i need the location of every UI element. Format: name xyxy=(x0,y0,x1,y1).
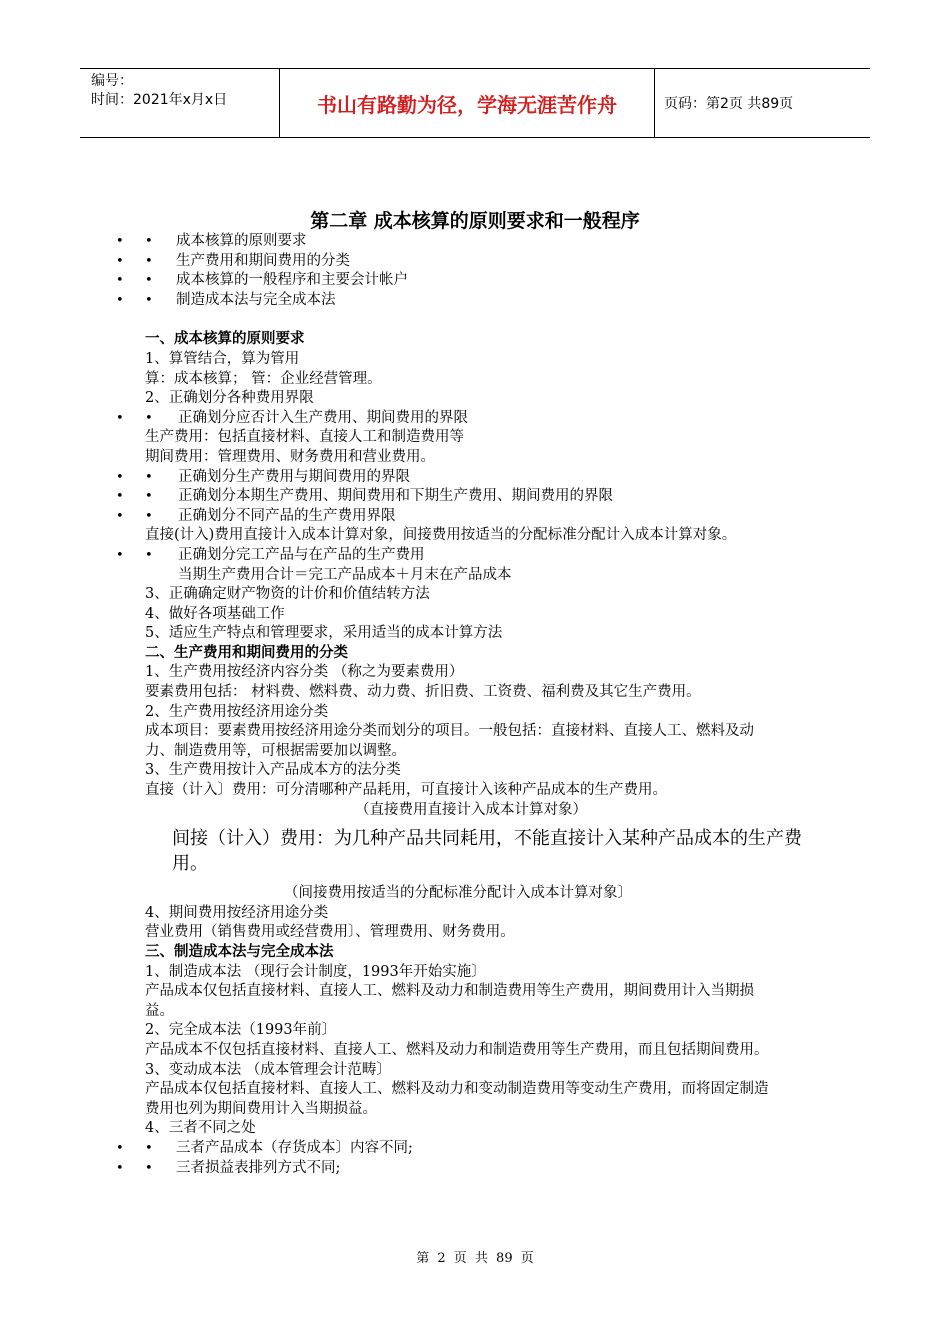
bullet-item: • • 三者产品成本（存货成本〕内容不同; xyxy=(0,1139,950,1159)
paragraph-large: 间接（计入）费用：为几种产品共同耗用，不能直接计入某种产品成本的生产费用。 xyxy=(172,828,802,875)
bullet-icon: • xyxy=(116,547,124,563)
paragraph: 当期生产费用合计＝完工产品成本＋月末在产品成本 xyxy=(178,566,512,583)
bullet-icon: • xyxy=(145,253,153,269)
bullet-item: • • 正确划分生产费用与期间费用的界限 xyxy=(0,468,950,488)
paragraph: 1、生产费用按经济内容分类 （称之为要素费用） xyxy=(145,664,464,681)
paragraph: 要素费用包括： 材料费、燃料费、动力费、折旧费、工资费、福利费及其它生产费用。 xyxy=(145,684,701,701)
bullet-icon: • xyxy=(145,489,153,505)
document-body xyxy=(0,232,950,1178)
bullet-icon: • xyxy=(145,469,153,485)
paragraph: 直接（计入〕费用：可分清哪种产品耗用，可直接计入该种产品成本的生产费用。 xyxy=(145,782,667,799)
bullet-icon: • xyxy=(145,292,153,308)
bullet-icon: • xyxy=(145,547,153,563)
bullet-icon: • xyxy=(116,234,124,249)
paragraph: 产品成本不仅包括直接材料、直接人工、燃料及动力和制造费用等生产费用，而且包括期间费用。 xyxy=(145,1041,769,1058)
paragraph: 算：成本核算； 管：企业经营管理。 xyxy=(145,370,382,387)
section-heading: 三、制造成本法与完全成本法 xyxy=(145,944,334,960)
bullet-icon: • xyxy=(116,1140,124,1156)
time-label: 时间：2021年x月x日 xyxy=(91,92,228,108)
paragraph: 1、算管结合，算为管用 xyxy=(145,350,300,367)
outline-item: • • 成本核算的一般程序和主要会计帐户 xyxy=(0,271,950,291)
bullet-icon: • xyxy=(116,469,124,485)
outline-item: • • 制造成本法与完全成本法 xyxy=(0,291,950,311)
bullet-icon: • xyxy=(145,410,153,426)
outline-item: • • 成本核算的原则要求 xyxy=(0,232,950,252)
header-meta xyxy=(80,69,280,137)
paragraph: 成本项目：要素费用按经济用途分类而划分的项目。一般包括：直接材料、直接人工、燃料及动力、制造费用等，可根据需要加以调整。 xyxy=(145,723,754,759)
outline-item: • • 生产费用和期间费用的分类 xyxy=(0,252,950,272)
paragraph: 生产费用：包括直接材料、直接人工和制造费用等 xyxy=(145,429,464,446)
paragraph: 期间费用：管理费用、财务费用和营业费用。 xyxy=(145,448,435,465)
bullet-icon: • xyxy=(145,1140,153,1156)
bullet-item: • • 正确划分不同产品的生产费用界限 xyxy=(0,507,950,527)
header-motto: 书山有路勤为径，学海无涯苦作舟 xyxy=(280,69,655,137)
bullet-icon: • xyxy=(145,234,153,249)
header-page-info: 页码：第2页 共89页 xyxy=(664,96,794,112)
section-heading: 二、生产费用和期间费用的分类 xyxy=(145,644,348,661)
bullet-item: • • 正确划分本期生产费用、期间费用和下期生产费用、期间费用的界限 xyxy=(0,487,950,507)
paragraph: 2、完全成本法（1993年前〕 xyxy=(145,1022,337,1039)
paragraph: 2、生产费用按经济用途分类 xyxy=(145,703,329,720)
bullet-icon: • xyxy=(116,489,124,505)
paragraph: 1、制造成本法 （现行会计制度，1993年开始实施〕 xyxy=(145,963,486,980)
code-label: 编号： xyxy=(91,73,133,89)
paragraph: 4、期间费用按经济用途分类 xyxy=(145,904,329,921)
paragraph-note: （直接费用直接计入成本计算对象） xyxy=(355,801,587,818)
bullet-icon: • xyxy=(145,273,153,289)
paragraph: 直接(计入)费用直接计入成本计算对象，间接费用按适当的分配标准分配计入成本计算对象。 xyxy=(145,527,737,544)
paragraph: 3、变动成本法 （成本管理会计范畴〕 xyxy=(145,1061,391,1078)
paragraph: 4、做好各项基础工作 xyxy=(145,605,285,622)
paragraph: 3、正确确定财产物资的计价和价值结转方法 xyxy=(145,586,430,603)
paragraph: 4、三者不同之处 xyxy=(145,1120,256,1137)
bullet-icon: • xyxy=(145,1160,153,1176)
page-footer: 第 2 页 共 89 页 xyxy=(416,1251,534,1266)
bullet-icon: • xyxy=(116,253,124,269)
bullet-item: • • 三者损益表排列方式不同; xyxy=(0,1159,950,1179)
bullet-icon: • xyxy=(116,273,124,289)
paragraph: 营业费用（销售费用或经营费用〕、管理费用、财务费用。 xyxy=(145,924,515,941)
bullet-item: • • 正确划分应否计入生产费用、期间费用的界限 xyxy=(0,409,950,429)
paragraph: 2、正确划分各种费用界限 xyxy=(145,390,314,407)
paragraph-note: （间接费用按适当的分配标准分配计入成本计算对象〕 xyxy=(284,885,632,902)
section-heading: 一、成本核算的原则要求 xyxy=(145,331,305,348)
page-header xyxy=(80,68,870,138)
bullet-icon: • xyxy=(145,508,153,524)
paragraph: 5、适应生产特点和管理要求，采用适当的成本计算方法 xyxy=(145,625,503,642)
chapter-title: 第二章 成本核算的原则要求和一般程序 xyxy=(310,210,640,232)
bullet-icon: • xyxy=(116,1160,124,1176)
paragraph: 产品成本仅包括直接材料、直接人工、燃料及动力和制造费用等生产费用，期间费用计入当期损益。 xyxy=(145,983,754,1019)
bullet-item: • • 正确划分完工产品与在产品的生产费用 xyxy=(0,546,950,566)
paragraph: 产品成本仅包括直接材料、直接人工、燃料及动力和变动制造费用等变动生产费用，而将固定制造费用也列为期间费用计入当期损益。 xyxy=(145,1081,769,1117)
bullet-icon: • xyxy=(116,410,124,426)
bullet-icon: • xyxy=(116,292,124,308)
paragraph: 3、生产费用按计入产品成本方的法分类 xyxy=(145,762,401,779)
bullet-icon: • xyxy=(116,508,124,524)
